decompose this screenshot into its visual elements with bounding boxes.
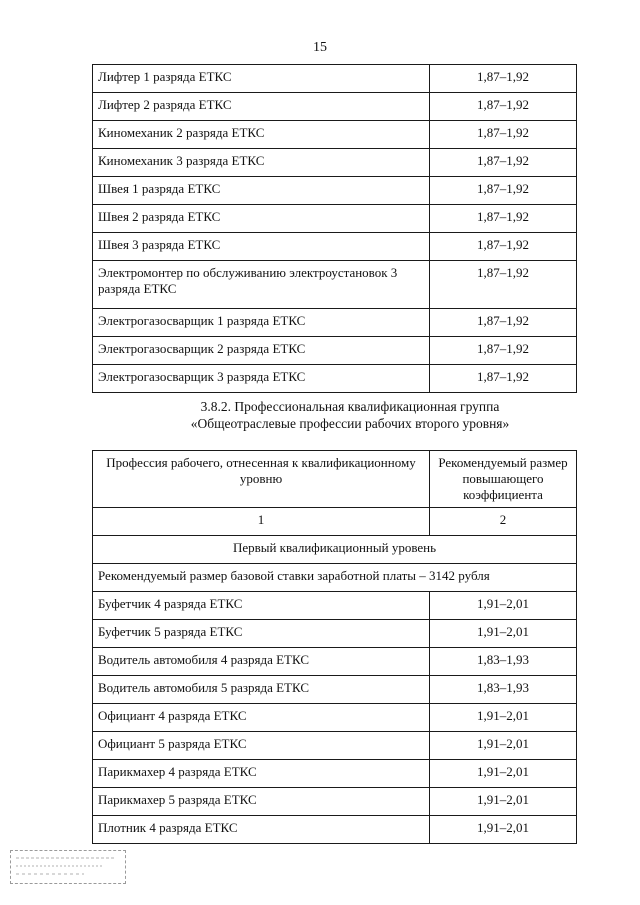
- coefficient-cell: 1,87–1,92: [430, 337, 577, 365]
- level-title: Первый квалификационный уровень: [93, 536, 577, 564]
- table-row: [93, 760, 577, 788]
- coefficient-cell: 1,87–1,92: [430, 365, 577, 393]
- table-row: [93, 365, 577, 393]
- coefficient-cell: 1,83–1,93: [430, 676, 577, 704]
- coefficient-cell: 1,91–2,01: [430, 816, 577, 844]
- occupations-table-continued: [92, 64, 577, 393]
- table-row: [93, 648, 577, 676]
- table-row: [93, 337, 577, 365]
- coefficient-cell: 1,91–2,01: [430, 592, 577, 620]
- table-row: [93, 177, 577, 205]
- coefficient-cell: 1,91–2,01: [430, 704, 577, 732]
- occupation-cell: Плотник 4 разряда ЕТКС: [93, 816, 430, 844]
- table-row: [93, 592, 577, 620]
- occupation-cell: Электрогазосварщик 3 разряда ЕТКС: [93, 365, 430, 393]
- occupation-cell: Водитель автомобиля 4 разряда ЕТКС: [93, 648, 430, 676]
- occupation-cell: Электромонтер по обслуживанию электроустановок 3 разряда ЕТКС: [93, 261, 430, 309]
- column-number: 2: [430, 508, 577, 536]
- coefficient-cell: 1,83–1,93: [430, 648, 577, 676]
- table-row: [93, 816, 577, 844]
- level-title-row: [93, 536, 577, 564]
- coefficient-cell: 1,87–1,92: [430, 233, 577, 261]
- certification-stamp: [10, 850, 126, 884]
- coefficient-cell: 1,91–2,01: [430, 620, 577, 648]
- occupation-cell: Официант 4 разряда ЕТКС: [93, 704, 430, 732]
- coefficient-cell: 1,91–2,01: [430, 788, 577, 816]
- coefficient-cell: 1,87–1,92: [430, 261, 577, 309]
- occupation-cell: Швея 2 разряда ЕТКС: [93, 205, 430, 233]
- occupation-cell: Буфетчик 4 разряда ЕТКС: [93, 592, 430, 620]
- coefficient-cell: 1,91–2,01: [430, 760, 577, 788]
- coefficient-cell: 1,87–1,92: [430, 205, 577, 233]
- occupation-cell: Лифтер 2 разряда ЕТКС: [93, 93, 430, 121]
- column-number: 1: [93, 508, 430, 536]
- table-row: [93, 93, 577, 121]
- occupation-cell: Киномеханик 3 разряда ЕТКС: [93, 149, 430, 177]
- table-row: [93, 704, 577, 732]
- table-row: [93, 620, 577, 648]
- second-level-occupations-table: [92, 450, 577, 844]
- section-heading-line: 3.8.2. Профессиональная квалификационная группа: [200, 399, 500, 414]
- table-header-row: [93, 451, 577, 508]
- table-row: [93, 676, 577, 704]
- occupation-cell: Швея 3 разряда ЕТКС: [93, 233, 430, 261]
- coefficient-cell: 1,91–2,01: [430, 732, 577, 760]
- coefficient-cell: 1,87–1,92: [430, 121, 577, 149]
- occupation-cell: Электрогазосварщик 2 разряда ЕТКС: [93, 337, 430, 365]
- occupation-cell: Водитель автомобиля 5 разряда ЕТКС: [93, 676, 430, 704]
- coefficient-cell: 1,87–1,92: [430, 149, 577, 177]
- column-header-coefficient: Рекомендуемый размер повышающего коэффициента: [430, 451, 577, 508]
- table-row: [93, 65, 577, 93]
- table-row: [93, 205, 577, 233]
- table-row: [93, 732, 577, 760]
- table-row: [93, 149, 577, 177]
- column-number-row: [93, 508, 577, 536]
- occupation-cell: Буфетчик 5 разряда ЕТКС: [93, 620, 430, 648]
- coefficient-cell: 1,87–1,92: [430, 177, 577, 205]
- table-row: [93, 309, 577, 337]
- occupation-cell: Парикмахер 4 разряда ЕТКС: [93, 760, 430, 788]
- section-heading-line: «Общеотраслевые профессии рабочих второго уровня»: [190, 416, 510, 431]
- occupation-cell: Парикмахер 5 разряда ЕТКС: [93, 788, 430, 816]
- table-row: [93, 261, 577, 309]
- coefficient-cell: 1,87–1,92: [430, 65, 577, 93]
- section-heading: [0, 398, 640, 432]
- occupation-cell: Официант 5 разряда ЕТКС: [93, 732, 430, 760]
- coefficient-cell: 1,87–1,92: [430, 93, 577, 121]
- occupation-cell: Киномеханик 2 разряда ЕТКС: [93, 121, 430, 149]
- occupation-cell: Швея 1 разряда ЕТКС: [93, 177, 430, 205]
- base-rate-row: [93, 564, 577, 592]
- table-row: [93, 233, 577, 261]
- page-number: 15: [313, 40, 327, 55]
- coefficient-cell: 1,87–1,92: [430, 309, 577, 337]
- stamp-scribble: [14, 852, 122, 882]
- occupation-cell: Лифтер 1 разряда ЕТКС: [93, 65, 430, 93]
- column-header-occupation: Профессия рабочего, отнесенная к квалификационному уровню: [93, 451, 430, 508]
- table-row: [93, 788, 577, 816]
- base-rate: Рекомендуемый размер базовой ставки заработной платы – 3142 рубля: [93, 564, 577, 592]
- table-row: [93, 121, 577, 149]
- occupation-cell: Электрогазосварщик 1 разряда ЕТКС: [93, 309, 430, 337]
